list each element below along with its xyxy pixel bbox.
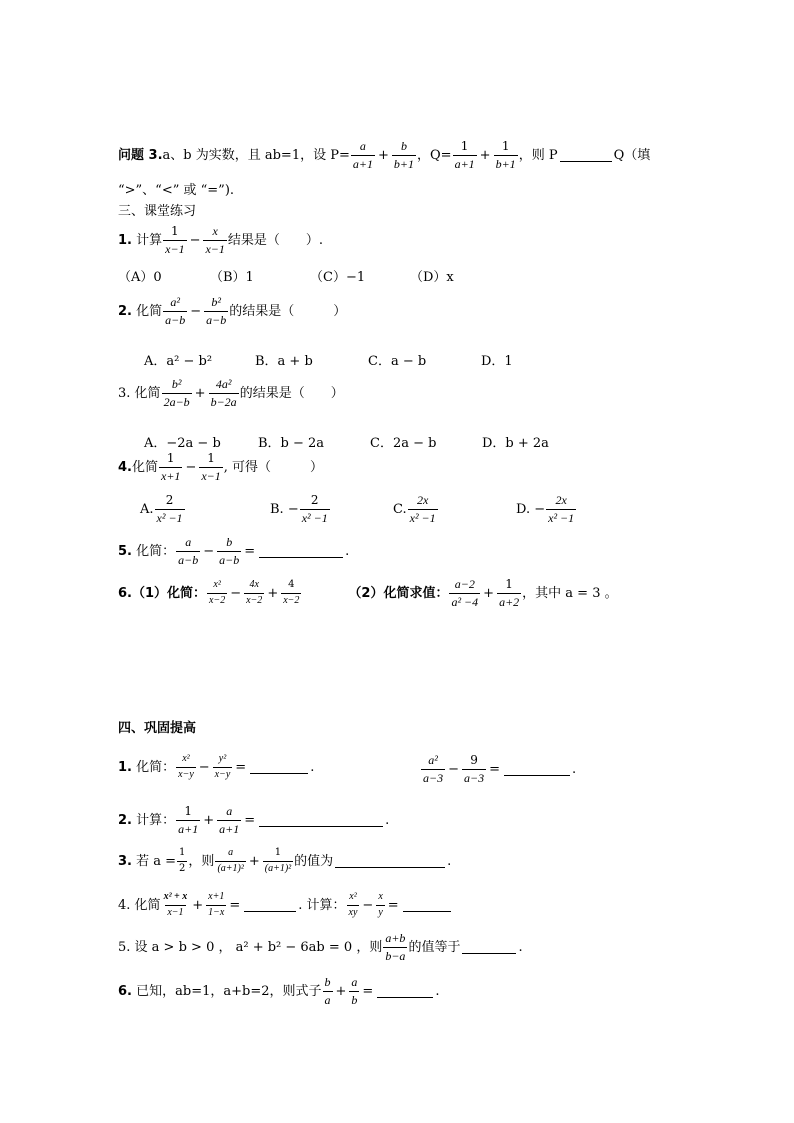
answer-blank[interactable]	[335, 855, 445, 868]
fraction: $\frac{b}{b+1}$	[393, 139, 414, 171]
option-d: （D）x	[410, 270, 454, 285]
option-d: D．1	[481, 354, 513, 369]
exercise-2: 2. 化简 $\frac{\text{a²}}{a-b}$ − $\frac{\text{b²}}{a-b}$ 的结果是（ ）	[118, 295, 347, 327]
option-b: （B）1	[210, 270, 254, 285]
answer-blank[interactable]	[462, 941, 516, 954]
answer-blank[interactable]	[504, 763, 570, 776]
answer-blank[interactable]	[560, 149, 612, 162]
problem-3-label: 问题 3.	[118, 147, 163, 163]
option-d: D. − $\frac{2x}{\text{x² −1}}$	[516, 493, 575, 525]
section-4-title: 四、巩固提高	[118, 721, 197, 736]
option-b: B．b − 2a	[258, 436, 325, 451]
consolidate-3: 3. 若 a = $\frac{1}{2}$ ，则 $\frac{a}{\text{(a+1)²}}$ + $\frac{1}{\text{(a+1)²}}$ 的值为 .	[118, 847, 452, 874]
option-b: B．a + b	[255, 354, 313, 369]
problem-3-line1: 问题 3. a、b 为实数，且 ab=1，设 P= $\frac{a}{a+1}$ + $\frac{b}{b+1}$ ，Q= $\frac{1}{a+1}$ + $\frac{1}{b+1}$ ，则 P Q（填	[118, 139, 651, 171]
problem-3-line2: “>”、“<” 或 “=”).	[118, 183, 235, 198]
answer-blank[interactable]	[250, 761, 308, 774]
answer-blank[interactable]	[244, 899, 296, 912]
exercise-4: 4. 化简 $\frac{1}{x+1}$ − $\frac{1}{x-1}$ , 可得（ ）	[118, 451, 324, 483]
option-a: （A）0	[118, 270, 162, 285]
option-c: C．a − b	[368, 354, 427, 369]
consolidate-4: 4. 化简 $\frac{\text{x² + x}}{x-1}$ + $\frac{x+1}{1-x}$ = . 计算： $\frac{\text{x²}}{xy}$ − $\frac{x}{y}$ =	[118, 892, 453, 918]
option-a: A．a² − b²	[144, 354, 213, 369]
option-c: （C）−1	[310, 270, 366, 285]
option-c: C．2a − b	[370, 436, 437, 451]
section-3-title: 三、课堂练习	[118, 204, 197, 219]
consolidate-2: 2. 计算： $\frac{1}{a+1}$ + $\frac{a}{a+1}$ = .	[118, 804, 390, 836]
consolidate-1: 1. 化简： $\frac{\text{x²}}{x-y}$ − $\frac{\text{y²}}{x-y}$ = .	[118, 753, 315, 780]
consolidate-5: 5. 设 a > b > 0 ， a² + b² − 6ab = 0 ，则 $\frac{a+b}{b-a}$ 的值等于 .	[118, 931, 523, 963]
option-a: A. $\frac{2}{\text{x² −1}}$	[140, 493, 183, 525]
option-a: A．−2a − b	[144, 436, 221, 451]
option-c: C. $\frac{2x}{\text{x² −1}}$	[393, 493, 436, 525]
consolidate-1b: $\frac{\text{a²}}{a-3}$ − $\frac{9}{a-3}$ = .	[423, 753, 577, 785]
answer-blank[interactable]	[259, 545, 343, 558]
fraction: $\frac{1}{b+1}$	[495, 139, 516, 171]
exercise-3: 3. 化简 $\frac{\text{b²}}{2a-b}$ + $\frac{\text{4a²}}{b-2a}$ 的结果是（ ）	[118, 377, 344, 409]
fraction: $\frac{a}{a+1}$	[352, 139, 373, 171]
answer-blank[interactable]	[403, 899, 451, 912]
option-b: B. − $\frac{2}{\text{x² −1}}$	[270, 493, 328, 525]
answer-blank[interactable]	[377, 985, 433, 998]
problem-3-text: a、b 为实数，且 ab=1，设 P=	[162, 147, 350, 163]
consolidate-6: 6. 已知，ab=1，a+b=2，则式子 $\frac{b}{a}$ + $\frac{a}{b}$ = .	[118, 975, 440, 1007]
option-d: D．b + 2a	[482, 436, 549, 451]
exercise-6: 6. （1）化简： $\frac{\text{x²}}{x-2}$ − $\frac{4x}{x-2}$ + $\frac{4}{x-2}$ （2）化简求值： $\frac{a-2}{\text{a² −4}}$ + $\frac{1}{a+2}$ ，其中 a = 3 。	[118, 577, 618, 609]
exercise-5: 5. 化简： $\frac{a}{a-b}$ − $\frac{b}{a-b}$ = .	[118, 535, 350, 567]
answer-blank[interactable]	[259, 814, 383, 827]
fraction: $\frac{1}{a+1}$	[454, 139, 475, 171]
exercise-1: 1. 计算 $\frac{1}{x-1}$ − $\frac{x}{x-1}$ 结果是（ ）.	[118, 224, 324, 256]
